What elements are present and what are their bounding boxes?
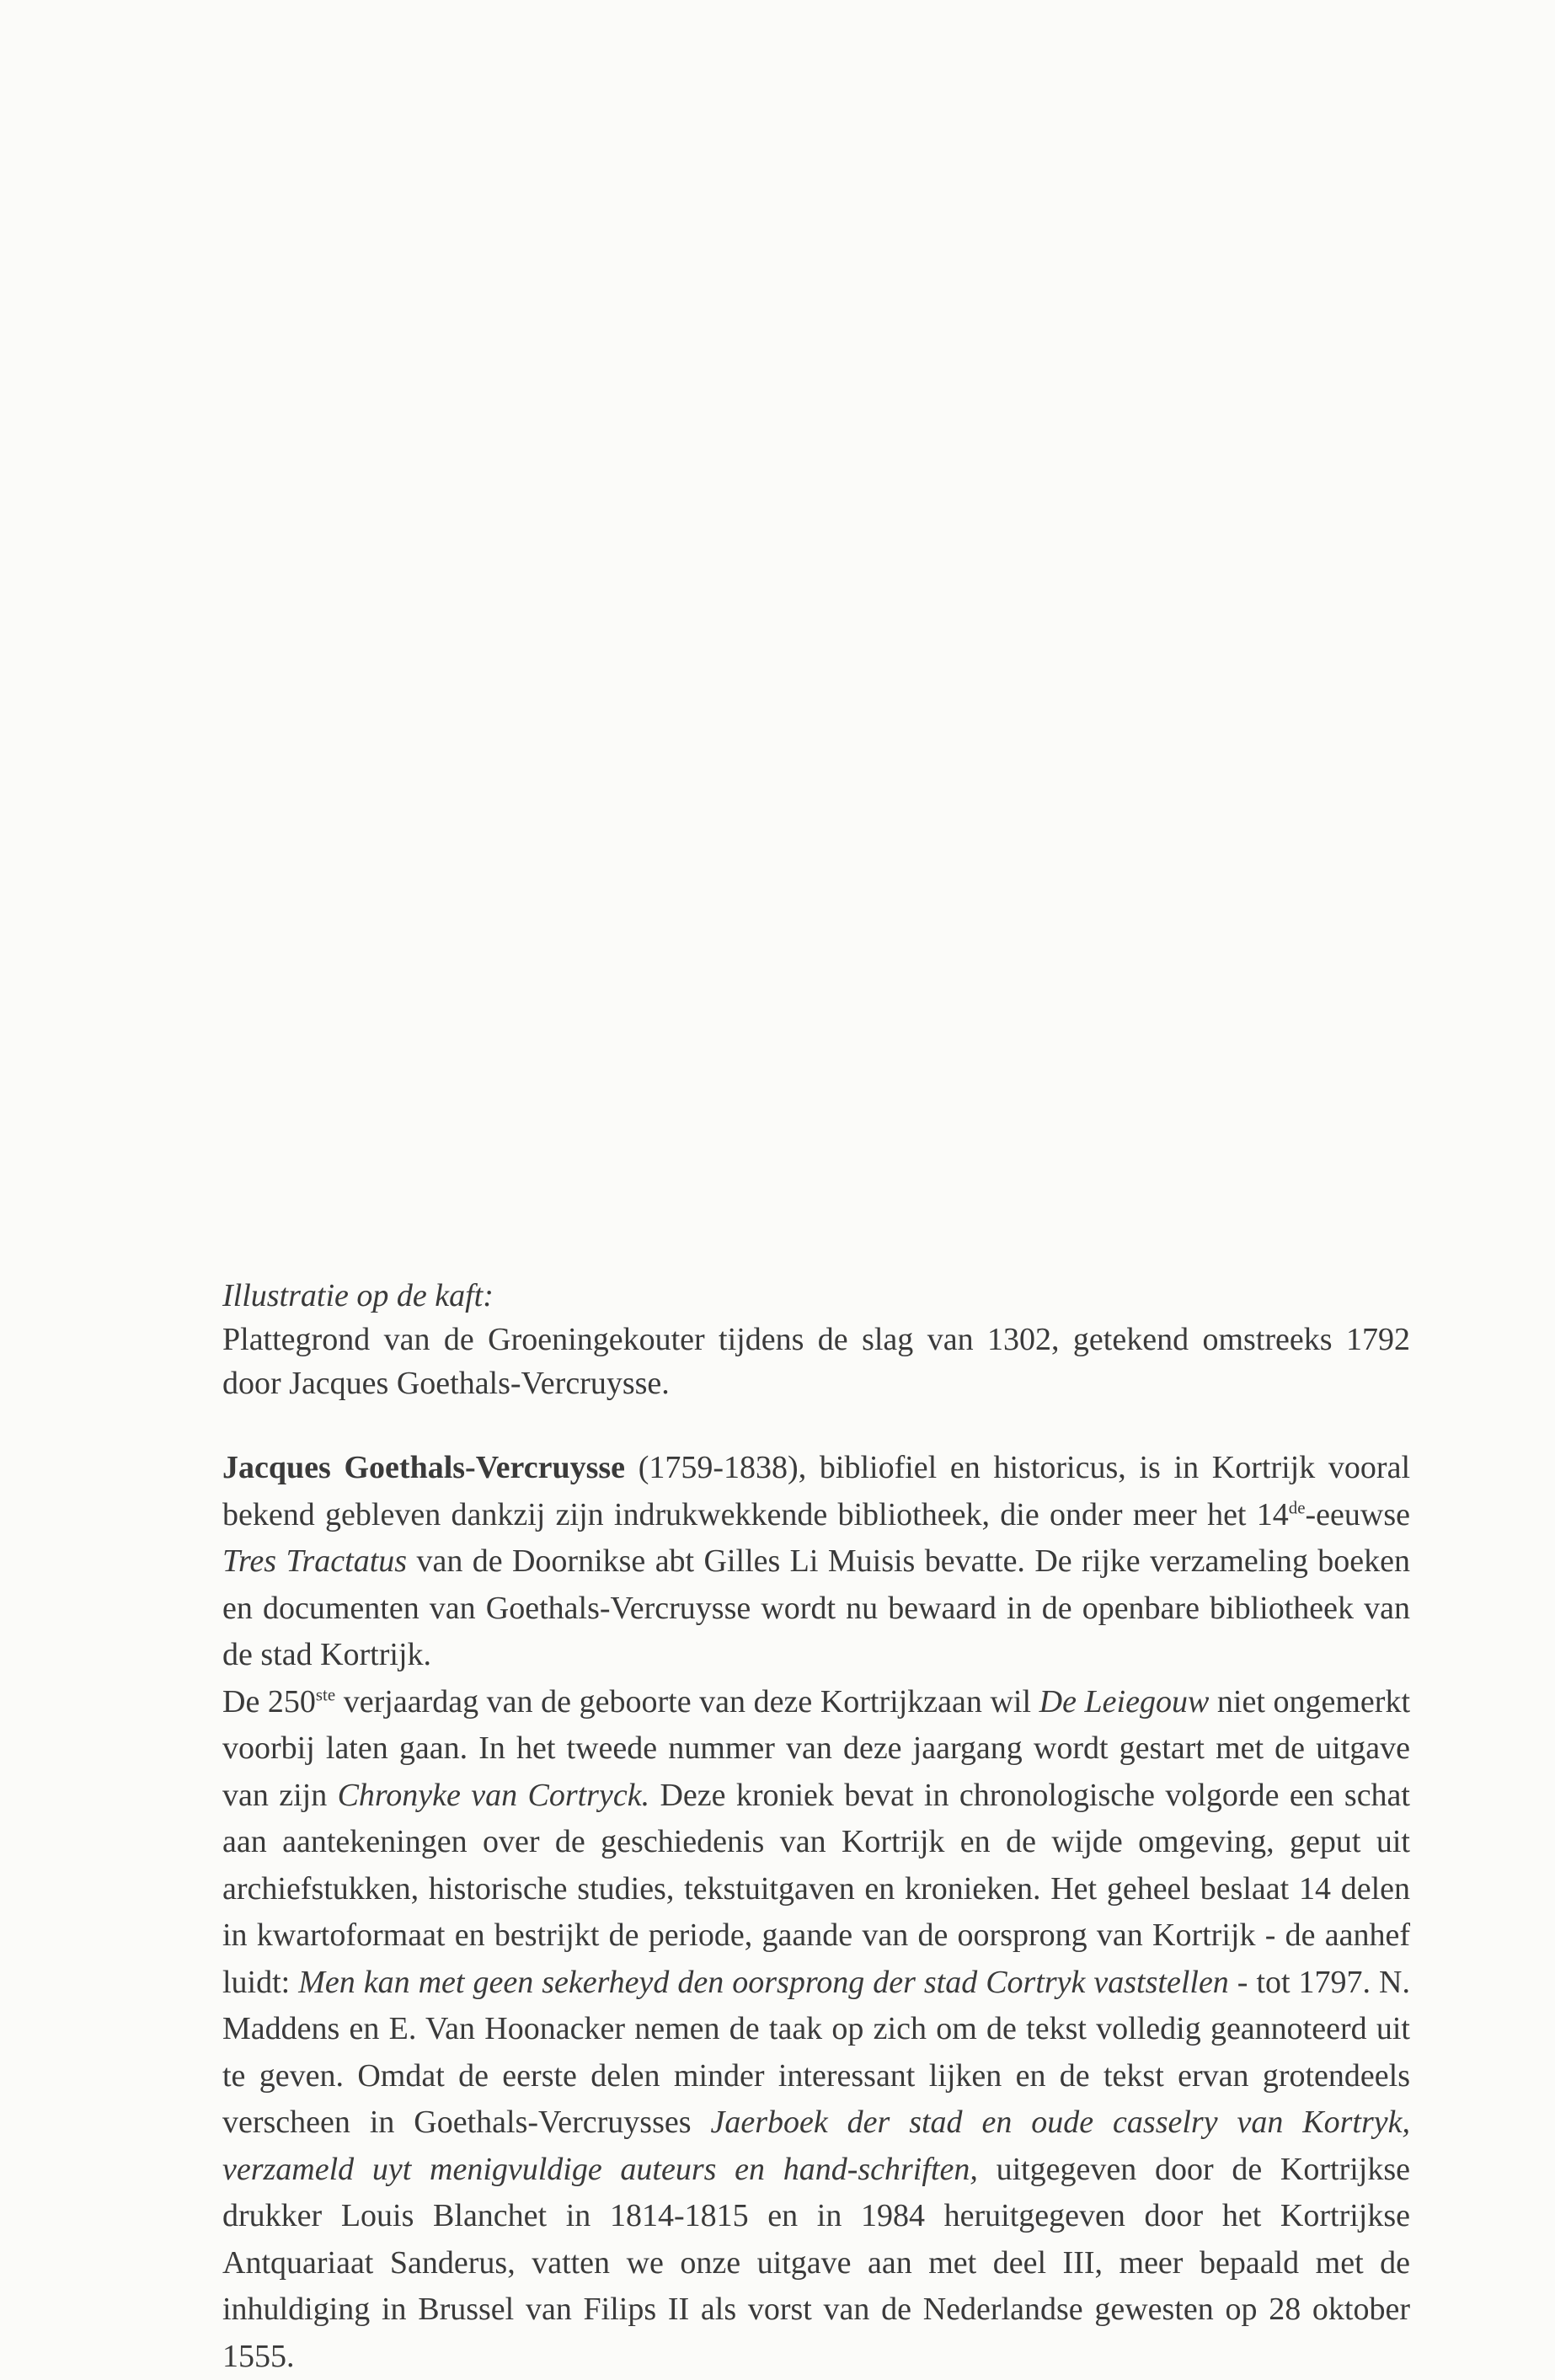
work-title: Jaerboek der stad en oude casselry van Kortryk, verzameld uyt menigvuldige auteurs en hand-schriften,	[222, 2105, 1410, 2187]
person-name: Jacques Goethals-Vercruysse	[222, 1450, 625, 1485]
caption-title: Illustratie op de kaft:	[222, 1274, 1410, 1318]
text-run: - tot 1797. N. Maddens en E. Van Hoonacker nemen de taak op zich om de tekst volledig geannoteerd uit te geven. Omdat de eerste delen minder interessant lijken en de tekst ervan grotendeels verscheen in Goethals-Vercruysses	[222, 1965, 1410, 2141]
text-run: verjaardag van de geboorte van deze Kortrijkzaan wil	[335, 1684, 1039, 1719]
paragraph-chronicle	[222, 1679, 1410, 2380]
text-run: De 250	[222, 1684, 316, 1719]
text-run: -eeuwse	[1306, 1497, 1410, 1532]
text-run: (1759-1838), bibliofiel en historicus, is in Kortrijk vooral bekend gebleven dankzij zijn indrukwekkende bibliotheek, die onder meer het 14	[222, 1450, 1410, 1532]
cover-illustration-caption	[222, 1274, 1410, 1405]
work-title: Chronyke van Cortryck.	[338, 1778, 650, 1813]
caption-text: Plattegrond van de Groeningekouter tijdens de slag van 1302, getekend omstreeks 1792 door Jacques Goethals-Vercruysse.	[222, 1318, 1410, 1405]
journal-title: De Leiegouw	[1039, 1684, 1210, 1719]
text-run: uitgegeven door de Kortrijkse drukker Louis Blanchet in 1814-1815 en in 1984 heruitgegeven door het Kortrijkse Antquariaat Sanderus, vatten we onze uitgave aan met deel III, meer bepaald met de inhuldiging in Brussel van Filips II als vorst van de Nederlandse gewesten op 28 oktober 1555.	[222, 2152, 1410, 2374]
text-run: Deze kroniek bevat in chronologische volgorde een schat aan aantekeningen over de geschiedenis van Kortrijk en de wijde omgeving, geput uit archiefstukken, historische studies, tekstuitgaven en kronieken. Het geheel beslaat 14 delen in kwartoformaat en bestrijkt de periode, gaande van de oorsprong van Kortrijk - de aanhef luidt:	[222, 1778, 1410, 2000]
text-run: van de Doornikse abt Gilles Li Muisis bevatte. De rijke verzameling boeken en documenten van Goethals-Vercruysse wordt nu bewaard in de openbare bibliotheek van de stad Kortrijk.	[222, 1543, 1410, 1672]
main-text	[222, 1445, 1410, 2380]
text-run: niet ongemerkt voorbij laten gaan. In het tweede nummer van deze jaargang wordt gestart met de uitgave van zijn	[222, 1684, 1410, 1813]
superscript: ste	[316, 1684, 335, 1704]
paragraph-biography	[222, 1445, 1410, 1679]
quotation: Men kan met geen sekerheyd den oorsprong der stad Cortryk vaststellen	[298, 1965, 1229, 2000]
work-title: Tres Tractatus	[222, 1543, 407, 1579]
superscript: de	[1289, 1497, 1306, 1517]
